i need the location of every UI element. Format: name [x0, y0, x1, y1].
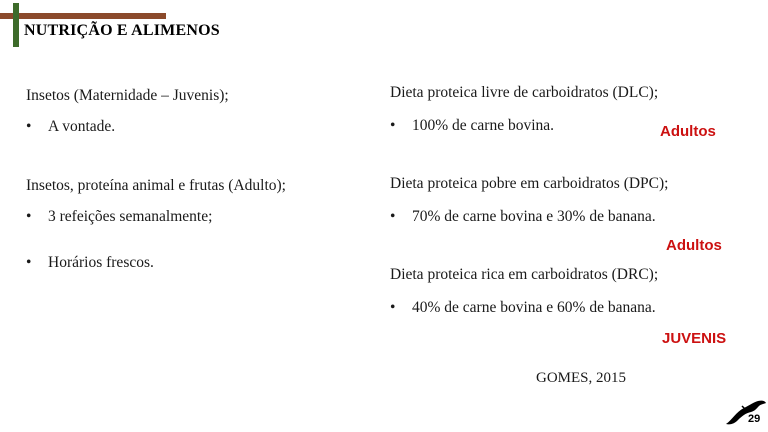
bullet-symbol: •: [390, 208, 396, 225]
bullet-symbol: •: [390, 117, 396, 134]
bullet-symbol: •: [26, 254, 32, 271]
drc-age-label: JUVENIS: [662, 330, 727, 347]
drc-bullet-text: 40% de carne bovina e 60% de banana.: [412, 299, 656, 316]
citation: GOMES, 2015: [536, 370, 627, 386]
left-bullet-1-text: A vontade.: [48, 118, 116, 135]
dlc-bullet: [390, 117, 554, 135]
left-heading-2: Insetos, proteína animal e frutas (Adulto);: [26, 177, 286, 194]
dpc-heading: Dieta proteica pobre em carboidratos (DPC);: [390, 175, 669, 192]
left-heading-1: Insetos (Maternidade – Juvenis);: [26, 87, 229, 104]
left-bullet-2-text: 3 refeições semanalmente;: [48, 208, 213, 225]
dpc-age-label: Adultos: [666, 237, 722, 254]
dpc-bullet: [390, 208, 656, 226]
dlc-heading: Dieta proteica livre de carboidratos (DLC);: [390, 84, 659, 101]
left-bullet-1: [26, 118, 115, 136]
page-number: 29: [748, 413, 761, 425]
left-bullet-3: [26, 254, 154, 272]
drc-bullet: [390, 299, 656, 317]
bullet-symbol: •: [26, 118, 32, 135]
slide-title: NUTRIÇÃO E ALIMENOS: [24, 22, 220, 39]
drc-heading: Dieta proteica rica em carboidratos (DRC);: [390, 266, 659, 283]
bullet-symbol: •: [26, 208, 32, 225]
dlc-age-label: Adultos: [660, 123, 716, 140]
header-bar-vertical: [13, 3, 19, 47]
lizard-logo-icon: [724, 394, 768, 428]
dlc-bullet-text: 100% de carne bovina.: [412, 117, 555, 134]
left-bullet-2: [26, 208, 212, 226]
left-bullet-3-text: Horários frescos.: [48, 254, 154, 271]
dpc-bullet-text: 70% de carne bovina e 30% de banana.: [412, 208, 656, 225]
header-bar-horizontal: [0, 13, 166, 19]
bullet-symbol: •: [390, 299, 396, 316]
